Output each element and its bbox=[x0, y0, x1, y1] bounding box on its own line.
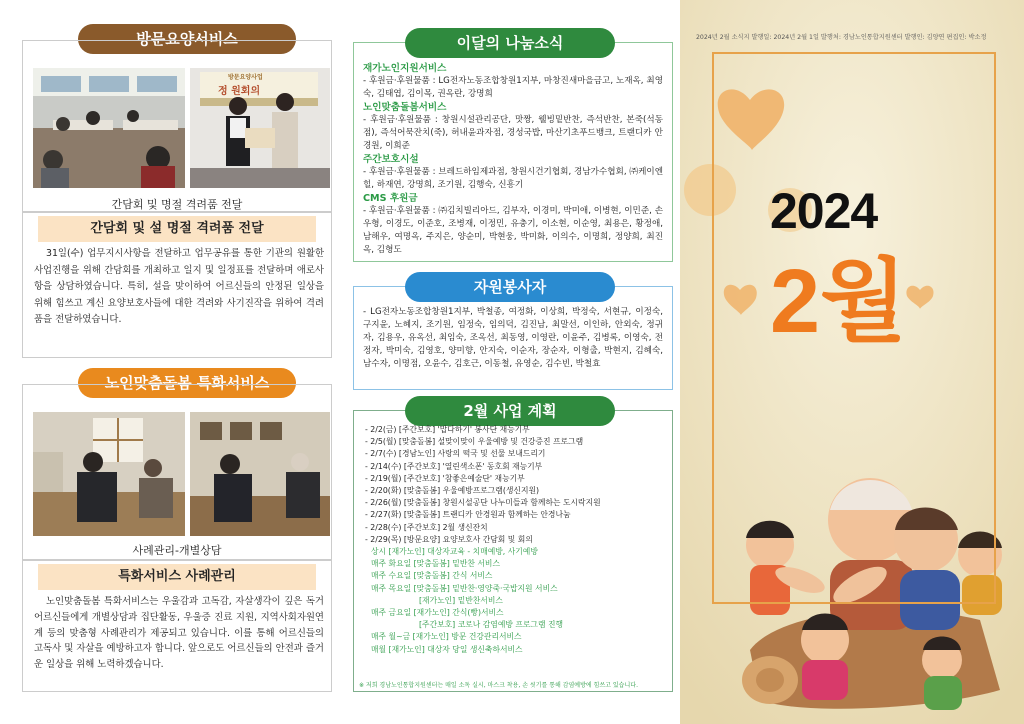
section-title-sharing: 이달의 나눔소식 bbox=[405, 28, 615, 58]
cover-column bbox=[680, 0, 1024, 724]
sharing-group-body: - 후원금·후원물품 : LG전자노동조합창원1지부, 마창진새마을금고, 노재옥, 최영숙, 김태엽, 김이목, 권옥란, 강명희 bbox=[363, 76, 663, 99]
sharing-group-heading: 노인맞춤돌봄서비스 bbox=[363, 102, 447, 113]
photo-caption-1: 간담회 및 명절 격려품 전달 bbox=[111, 198, 243, 211]
routine-item: 매주 금요일 [재가노인] 간식(빵)서비스 bbox=[371, 608, 504, 618]
section-title-custom-care: 노인맞춤돌봄 특화서비스 bbox=[78, 368, 296, 398]
plan-item: - 2/7(수) [경남노인] 사랑의 떡국 및 선물 보내드리기 bbox=[365, 449, 546, 459]
plan-item: - 2/29(목) [방문요양] 요양보호사 간담회 및 회의 bbox=[365, 534, 533, 544]
plan-item: - 2/28(수) [주간보호] 2월 생신잔치 bbox=[365, 522, 488, 532]
paragraph-meeting: 31일(수) 업무지시사항을 전달하고 업무공유를 통한 기관의 원활한 사업진행을 위해 간담회를 개최하고 일지 및 일정표를 전달하며 애로사항을 상담하였습니다. 특히, 설을 맞이하여 어르신들의 안정된 일상을 위해 힘쓰고 계신 요양보호사들에 대한 격려와 사기진작을 위하여 격려품을 전달하였습니다. bbox=[34, 248, 324, 326]
plan-item: - 2/20(화) [맞춤돌봄] 우울예방프로그램(생신지원) bbox=[365, 486, 540, 496]
banner-text-1: 방문요양사업 bbox=[228, 74, 263, 81]
meeting-room-photo bbox=[33, 68, 185, 188]
routine-item: 매주 수요일 [맞춤돌봄] 간식 서비스 bbox=[371, 571, 493, 581]
plan-item: - 2/2(금) [주간보호] '맙다하기' 봉사단 재능기부 bbox=[365, 425, 530, 434]
section-title-volunteers: 자원봉사자 bbox=[405, 272, 615, 302]
counseling-photo-2 bbox=[190, 412, 330, 536]
routine-item: [주간보호] 코로나 감염예방 프로그램 진행 bbox=[419, 620, 564, 630]
photo-caption-2: 사례관리-개별상담 bbox=[132, 544, 222, 557]
section-title-plan: 2월 사업 계획 bbox=[405, 396, 615, 426]
middle-column bbox=[345, 0, 673, 724]
left-column bbox=[0, 0, 340, 724]
volunteer-list: - LG전자노동조합창원1지부, 박철종, 여정화, 이상희, 박정숙, 서현규, 이정숙, 구지윤, 노혜지, 조기원, 임정숙, 임의덕, 김진남, 최말선, 이인하, 안외숙, 정귀자, 김용우, 유옥선, 최임숙, 조옥선, 최동영, 이영란, 이윤주, 김병록, 이영숙, 전정자, 박미숙, 김영호, 양미향, 안지숙, 이순자, 장순자, 이형출, 박현지, 김혜숙, 남수자, 이명점, 오윤수, 김호근, 이동철, 유영순, 김수빈, 박철효 bbox=[363, 307, 663, 369]
routine-item: 매주 목요일 [맞춤돌봄] 밑반찬·영양죽·국밥지원 서비스 bbox=[371, 583, 558, 593]
plan-item: - 2/26(월) [맞춤돌봄] 창원시설공단 나누미들과 함께하는 도시락지원 bbox=[365, 498, 601, 508]
plan-item: - 2/27(화) [맞춤돌봄] 트랜디카 안경원과 함께하는 안경나눔 bbox=[365, 510, 571, 520]
cover-year: 2024 bbox=[770, 183, 878, 239]
sharing-list bbox=[363, 62, 663, 257]
routine-item: 매월 [재가노인] 대상자 당일 생신축하서비스 bbox=[371, 644, 523, 654]
sharing-group-body: - 후원금·후원물품 : 브레드하임제과점, 창원시건기협회, 경남가수협회, ㈜케이엔힐, 하재연, 강명희, 조기원, 김행숙, 신흥기 bbox=[363, 167, 663, 190]
cover-header: 2024년 2월 소식지 발행일: 2024년 2월 1일 발행처: 경남노인통합지원센터 발행인: 김양연 편집인: 박소정 bbox=[696, 34, 987, 41]
cover-month: 2월 bbox=[770, 252, 907, 352]
subhead-case-management: 특화서비스 사례관리 bbox=[38, 564, 316, 590]
plan-item: - 2/5(월) [맞춤돌봄] 설맞이맞이 우울예방 및 건강증진 프로그램 bbox=[365, 437, 584, 447]
sharing-group-heading: CMS 후원금 bbox=[363, 193, 418, 204]
plan-list bbox=[365, 424, 669, 656]
sharing-group-heading: 주간보호시설 bbox=[363, 154, 419, 165]
plan-item: - 2/19(월) [주간보호] '참좋은예술단' 재능기부 bbox=[365, 473, 525, 483]
section-title-visit-care: 방문요양서비스 bbox=[78, 24, 296, 54]
sharing-group-body: - 후원금·후원물품 : 창원시설관리공단, 맛짱, 웰빙밑반찬, 즉석반찬, 본죽(석동점), 즉석어묵잔치(죽), 허내윤과자점, 경성국밥, 마산기초푸드뱅크, 트랜디카 안경원, 이희준 bbox=[363, 115, 663, 151]
routine-item: 매주 월~금 [재가노인] 방문 건강관리서비스 bbox=[371, 632, 522, 642]
hygiene-footnote: ※ 저희 경남노인통합지원센터는 매일 소독 실시, 마스크 착용, 손 씻기를 통해 감염예방에 힘쓰고 있습니다. bbox=[359, 682, 638, 689]
sharing-group-body: - 후원금·후원물품 : ㈜김치빌리아드, 김부자, 이경미, 박미애, 이병현, 이민준, 손우형, 이경도, 이준호, 조병재, 이정민, 유충기, 이소현, 이순영, 최용은, 황정애, 남해우, 여명옥, 주지은, 양순미, 박현웅, 박미화, 이의수, 이명희, 정양희, 최진옥, 김형도 bbox=[363, 206, 663, 255]
paragraph-case-management: 노인맞춤돌봄 특화서비스는 우울감과 고독감, 자살생각이 깊은 독거어르신들에게 개별상담과 집단활동, 우울증 진료 지원, 지역사회자원연계 등의 맞춤형 사례관리가 제공되고 있습니다. 이를 통해 어르신들의 고독사 및 자살을 예방하고자 합니다. 앞으로도 어르신들의 안전과 즐거운 일상을 위해 노력하겠습니다. bbox=[34, 596, 324, 671]
banner-text-2: 정 원회의 bbox=[218, 86, 261, 97]
routine-item: 상시 [재가노인] 대상자교육 - 치매예방, 사기예방 bbox=[371, 547, 538, 557]
plan-item: - 2/14(수) [주간보호] '열린색소폰' 동호회 재능기부 bbox=[365, 461, 543, 471]
routine-item: 매주 화요일 [맞춤돌봄] 밑반찬 서비스 bbox=[371, 559, 500, 569]
routine-item: [재가노인] 밑반찬서비스 bbox=[419, 595, 503, 605]
sharing-group-heading: 재가노인지원서비스 bbox=[363, 63, 447, 74]
counseling-photo-1 bbox=[33, 412, 185, 536]
subhead-meeting: 간담회 및 설 명절 격려품 전달 bbox=[38, 216, 316, 242]
